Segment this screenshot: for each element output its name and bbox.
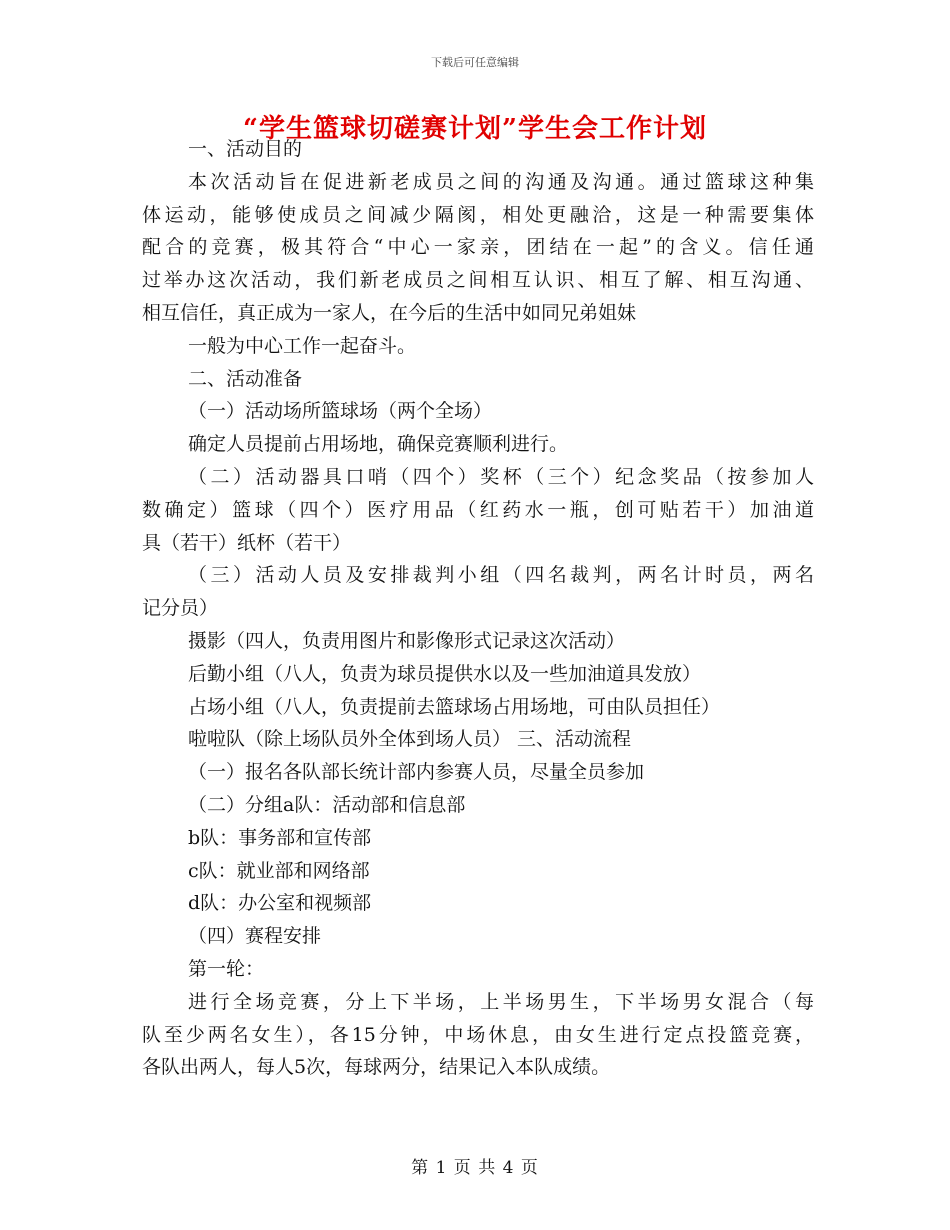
document-body — [142, 133, 814, 1084]
body-line: （一）报名各队部长统计部内参赛人员，尽量全员参加 — [188, 761, 645, 784]
section-heading: 一、活动目的 — [188, 138, 303, 160]
body-line: 进行全场竞赛，分上下半场，上半场男生，下半场男女混合（每 — [188, 990, 814, 1013]
body-line: 确定人员提前占用场地，确保竞赛顺利进行。 — [188, 433, 569, 456]
body-line: 各队出两人，每人5次，每球两分，结果记入本队成绩。 — [142, 1056, 611, 1079]
body-line: 队至少两名女生），各15分钟，中场休息，由女生进行定点投篮竞赛， — [142, 1023, 814, 1046]
body-line: c队：就业部和网络部 — [188, 859, 370, 882]
body-line: 体运动，能够使成员之间减少隔阂，相处更融洽，这是一种需要集体 — [142, 203, 814, 226]
body-line: 数确定）篮球（四个）医疗用品（红药水一瓶，创可贴若干）加油道 — [142, 498, 814, 521]
body-line: 具（若干）纸杯（若干） — [142, 531, 352, 554]
body-line: （一）活动场所篮球场（两个全场） — [188, 400, 493, 423]
body-line: 后勤小组（八人，负责为球员提供水以及一些加油道具发放） — [188, 662, 702, 685]
body-line: 占场小组（八人，负责提前去篮球场占用场地，可由队员担任） — [188, 695, 721, 718]
document-title: “学生篮球切磋赛计划”学生会工作计划 — [243, 114, 707, 144]
body-line: 一般为中心工作一起奋斗。 — [188, 334, 417, 357]
body-line: b队：事务部和宣传部 — [188, 826, 372, 849]
body-line: 相互信任，真正成为一家人，在今后的生活中如同兄弟姐妹 — [142, 301, 637, 324]
body-line: 记分员） — [142, 597, 219, 620]
body-line: 过举办这次活动，我们新老成员之间相互认识、相互了解、相互沟通、 — [142, 269, 814, 292]
body-line: 本次活动旨在促进新老成员之间的沟通及沟通。通过篮球这种集 — [188, 170, 814, 193]
section-heading: 二、活动准备 — [188, 367, 303, 390]
body-line: 配合的竞赛，极其符合“中心一家亲，团结在一起”的含义。信任通 — [142, 236, 814, 259]
body-line: （二）活动器具口哨（四个）奖杯（三个）纪念奖品（按参加人 — [188, 465, 814, 488]
body-line: （二）分组a队：活动部和信息部 — [188, 793, 466, 816]
body-line: 啦啦队（除上场队员外全体到场人员） 三、活动流程 — [188, 728, 632, 751]
body-line: （四）赛程安排 — [188, 925, 322, 948]
body-line: d队：办公室和视频部 — [188, 892, 372, 915]
body-line: 摄影（四人，负责用图片和影像形式记录这次活动） — [188, 629, 626, 652]
body-line: （三）活动人员及安排裁判小组（四名裁判，两名计时员，两名 — [188, 564, 814, 587]
body-line: 第一轮： — [188, 957, 265, 980]
page-number: 第 1 页 共 4 页 — [411, 1158, 539, 1178]
page-header-note: 下载后可任意编辑 — [431, 56, 519, 69]
